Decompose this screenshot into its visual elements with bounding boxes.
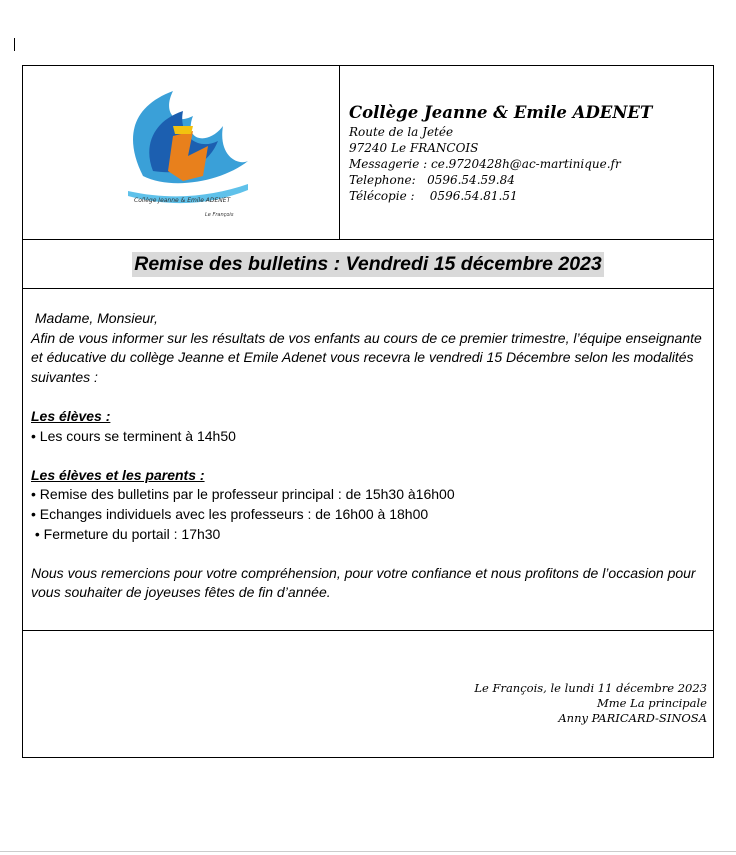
place-date: Le François, le lundi 11 décembre 2023 [474, 681, 707, 695]
header-row [23, 66, 713, 240]
body-row [23, 289, 713, 631]
signatory-role: Mme La principale [596, 696, 707, 710]
signatory-name: Anny PARICARD-SINOSA [558, 711, 707, 725]
text-cursor [14, 38, 15, 51]
section2-title: Les élèves et les parents : [31, 466, 205, 483]
phone: Telephone: 0596.54.59.84 [349, 173, 515, 187]
intro: Afin de vous informer sur les résultats de vos enfants au cours de ce premier trimestre, l’équipe enseignante et éducative du collège Jeanne et Emile Adenet vous recevra le vendredi 15 Décembre selon les modalités suivantes : [31, 329, 702, 385]
letter-table [22, 65, 714, 758]
logo-image [23, 66, 339, 239]
email: Messagerie : ce.9720428h@ac-martinique.fr [349, 157, 621, 171]
fax: Télécopie : 0596.54.81.51 [349, 189, 518, 203]
signature-row [23, 631, 713, 757]
city: 97240 Le FRANCOIS [349, 141, 479, 155]
svg-text:Le François: Le François [205, 212, 234, 218]
title-row [23, 240, 713, 289]
signature [474, 681, 707, 726]
school-logo [23, 66, 340, 239]
section2-item: • Echanges individuels avec les professeurs : de 16h00 à 18h00 [31, 505, 429, 522]
section1-title: Les élèves : [31, 407, 111, 424]
closing: Nous vous remercions pour votre compréhension, pour votre confiance et nous profitons de l’occasion pour vous souhaiter de joyeuses fêtes de fin d’année. [31, 564, 696, 601]
section1-item: • Les cours se terminent à 14h50 [31, 427, 236, 444]
address: Route de la Jetée [349, 125, 454, 139]
greeting: Madame, Monsieur, [31, 310, 158, 326]
section2-item: • Remise des bulletins par le professeur principal : de 15h30 à16h00 [31, 486, 455, 503]
school-info [340, 66, 652, 239]
school-name: Collège Jeanne & Emile ADENET [349, 103, 653, 122]
letter-title: Remise des bulletins : Vendredi 15 décembre 2023 [134, 252, 602, 275]
page-edge [0, 851, 736, 852]
svg-text:Collège Jeanne & Emile ADENET: Collège Jeanne & Emile ADENET [134, 197, 231, 204]
section2-item: • Fermeture du portail : 17h30 [31, 525, 221, 542]
